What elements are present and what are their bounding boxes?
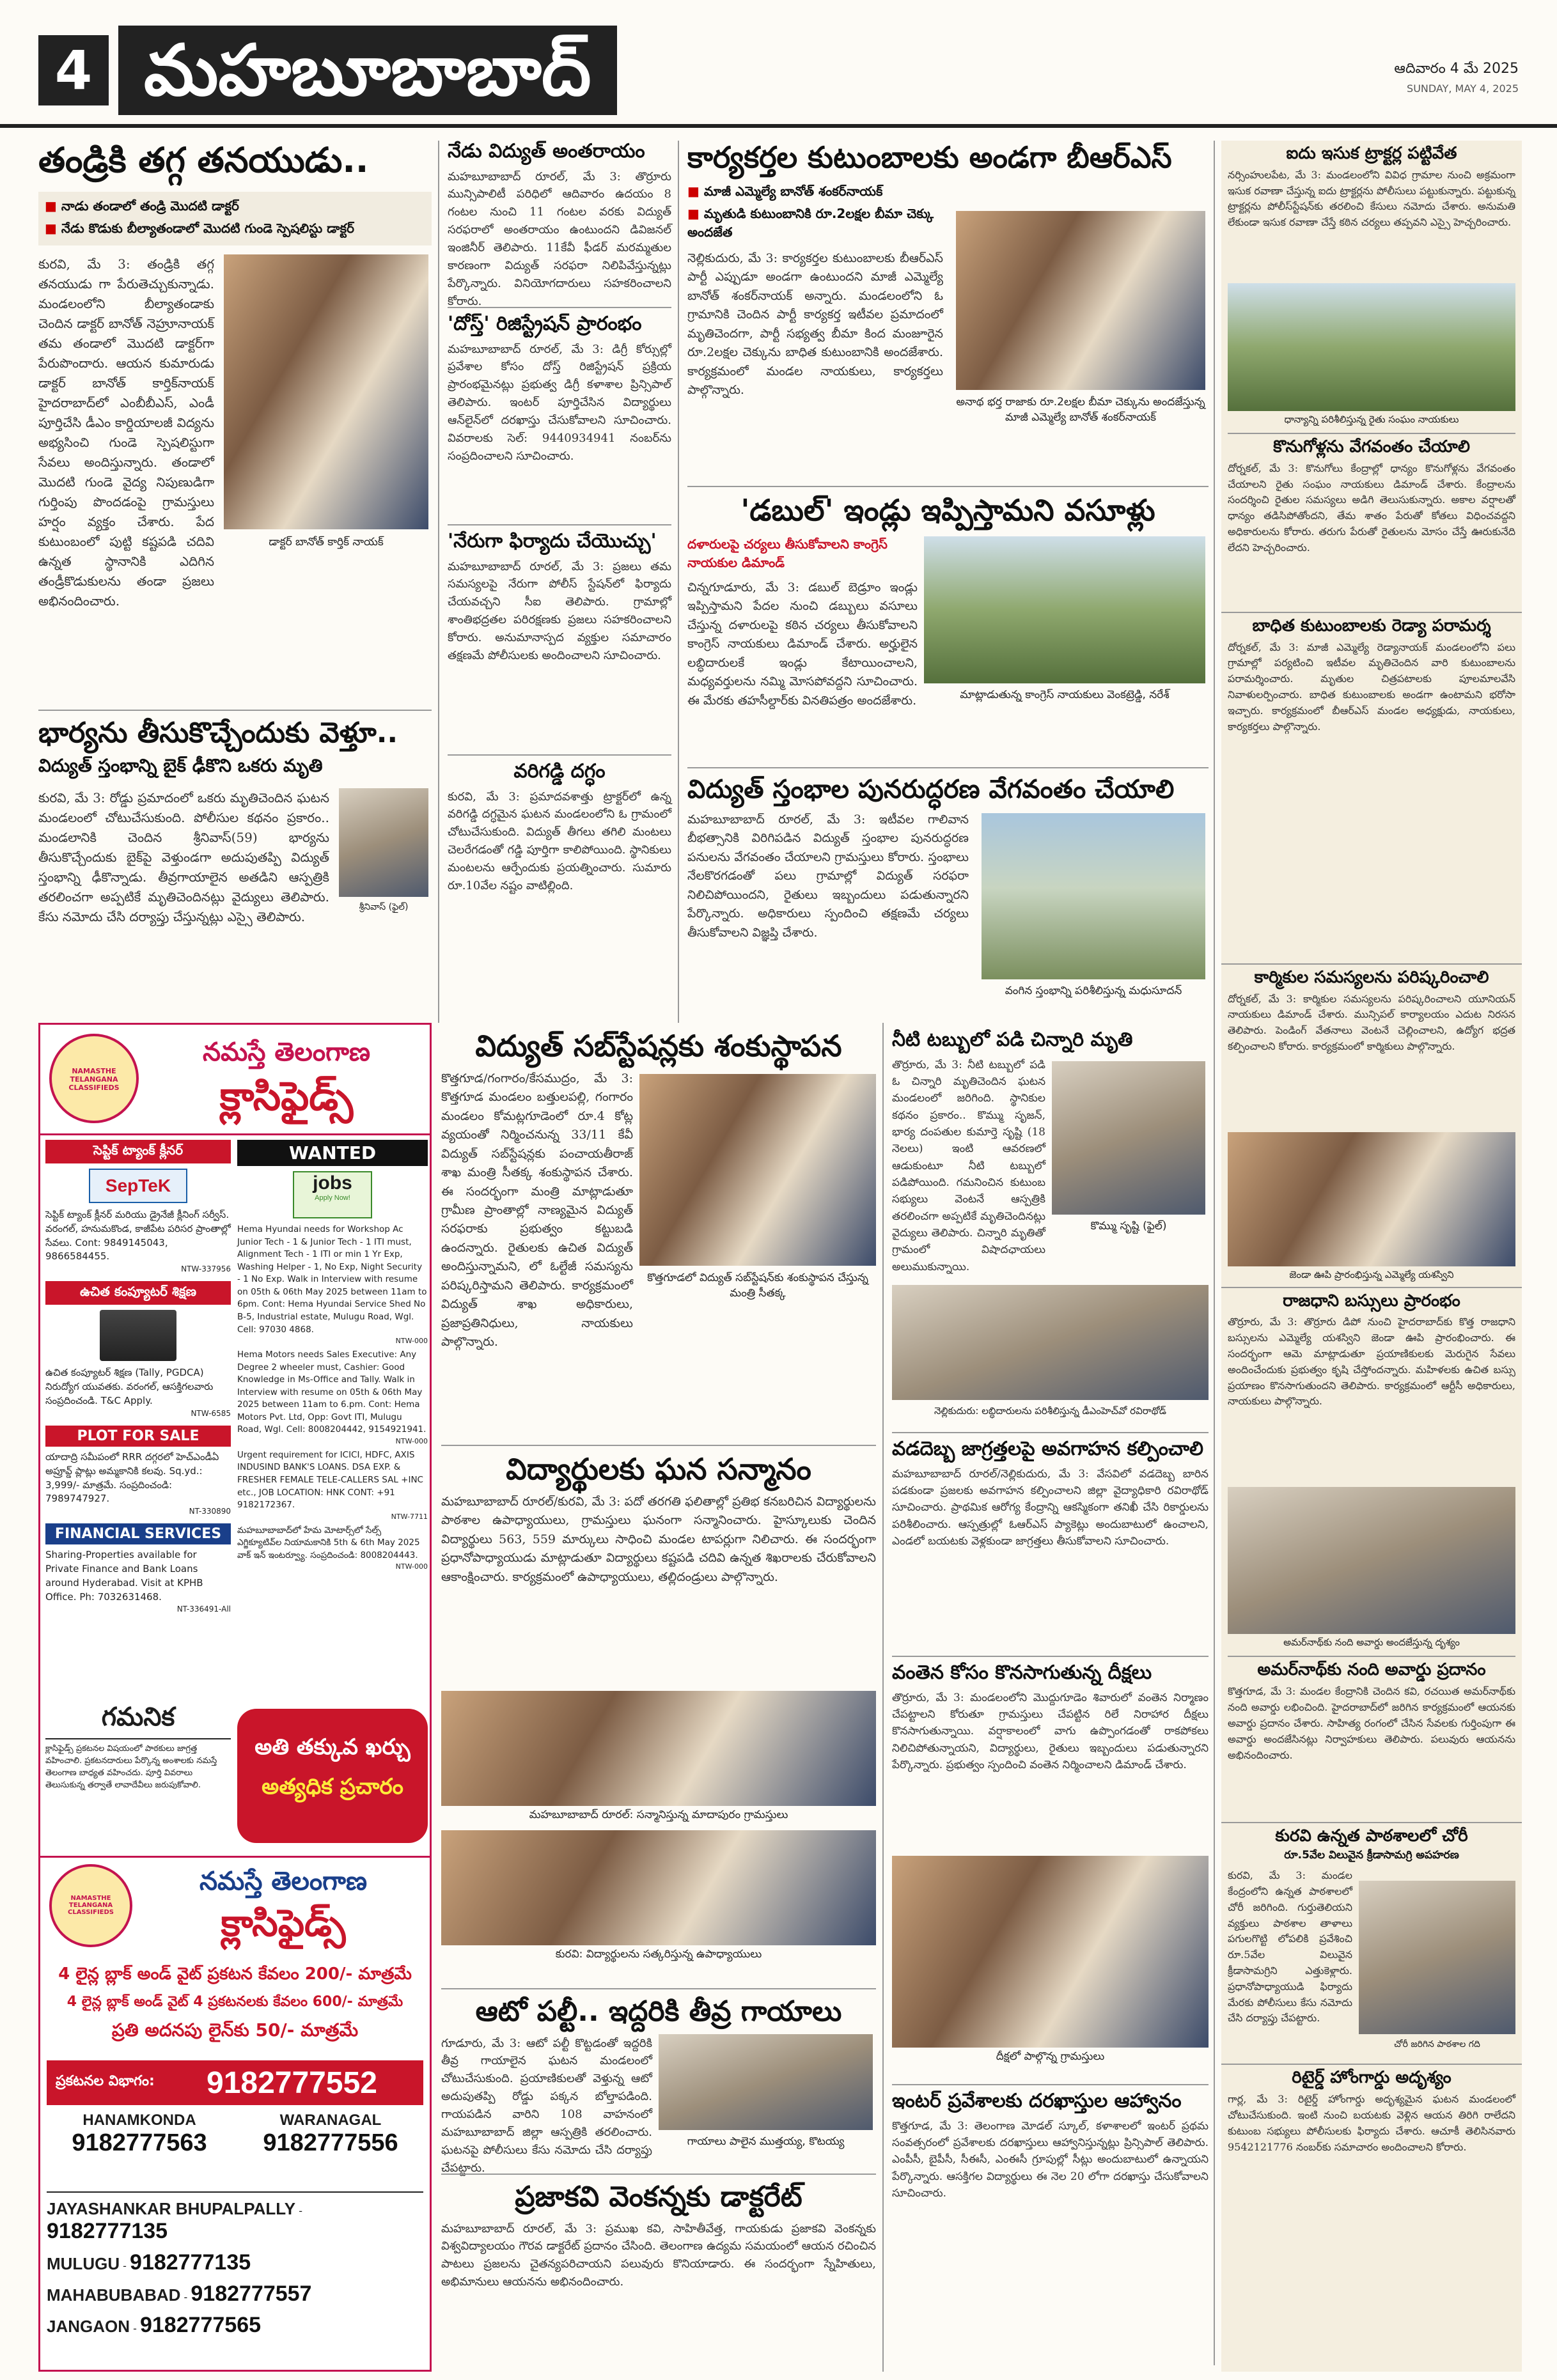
double-subheadline: దళారులపై చర్యలు తీసుకోవాలని కాంగ్రెస్ నాయకుల డిమాండ్ [687, 536, 888, 570]
fire-body: కురవి, మే 3: ప్రమాదవశాత్తు ట్రాక్టర్‌లో ఉన్న వరిగడ్డి దగ్ధమైన ఘటన మండలంలోని ఓ గ్రామంలో చోటుచేసుకుంది. విద్యుత్ తీగలు తగిలి మంటలు చెలరేగడంతో గడ్డి పూర్తిగా కాలిపోయింది. స్థానికులు మంటలను ఆర్పేందుకు ప్రయత్నించారు. సుమారు రూ.10వేల నష్టం వాటిల్లింది. [448, 789, 671, 892]
computer-icon [100, 1310, 176, 1361]
doctor-photo [224, 254, 428, 529]
classifieds-logo: NAMASTHE TELANGANA CLASSIFIEDS [49, 1034, 139, 1123]
rate-line-1: 4 లైన్ల బ్లాక్ అండ్ వైట్ ప్రకటన కేవలం 200/- మాత్రమే [58, 1964, 412, 1984]
substation-headline: విద్యుత్ సబ్‌స్టేషన్లకు శంకుస్థాపన [475, 1029, 842, 1063]
inter-story [892, 2084, 1209, 2372]
poles-photo [982, 813, 1205, 979]
right-column [1221, 141, 1522, 2372]
students-photo-2 [441, 1830, 876, 1945]
workers-headline: కార్మికుల సమస్యలను పరిష్కరించాలి [1254, 967, 1489, 987]
computer-title: ఉచిత కంప్యూటర్ శిక్షణ [45, 1281, 231, 1305]
child-photo [1052, 1061, 1205, 1215]
substation-photo-caption: కొత్తగూడలో విద్యుత్ సబ్‌స్టేషన్‌కు శంకుస్థాపన చేస్తున్న మంత్రి సీతక్క [647, 1272, 868, 1300]
brs-headline: కార్యకర్తల కుటుంబాలకు అండగా బీఆర్ఎస్ [687, 140, 1172, 175]
wanted-title: WANTED [237, 1140, 428, 1166]
doctor-photo-caption: డాక్టర్ బానోత్ కార్తిక్ నాయక్ [269, 536, 384, 549]
brs-bullets [687, 183, 943, 243]
bus-body: తొర్రూరు, మే 3: తొర్రూరు డిపో నుంచి హైదరాబాద్‌కు కొత్త రాజధాని బస్సులను ఎమ్మెల్యే యశస్విని జెండా ఊపి ప్రారంభించారు. ఈ సందర్భంగా ఆమె మాట్లాడుతూ ప్రయాణికులకు మెరుగైన సేవలు అందించేందుకు ప్రభుత్వం కృషి చేస్తోందన్నారు. మహిళలకు ఉచిత బస్సు ప్రయాణం కొనసాగుతుందని తెలిపారు. కార్యక్రమంలో ఆర్టీసీ అధికారులు, నాయకులు పాల్గొన్నారు. [1228, 1316, 1515, 1408]
wanted-ad-2: Hema Motors needs Sales Executive: Any Degree 2 wheeler must, Cashier: Good Knowledge in Ms-Office and Tally. Walk in Interview with resume on 05th & 06th May 2025 between 11am to 6.pm. Cont: Hema Motors Pvt. Ltd, Opp: Govt ITI, Mulugu Road, Wgl. Cell: 8008204442, 9154921941. [237, 1349, 426, 1435]
students-photo-1-caption: మహబూబాబాద్ రూరల్: సన్మానిస్తున్న మాదాపురం గ్రామస్తులు [529, 1808, 788, 1821]
retired-body: గార్ల, మే 3: రిటైర్డ్ హోంగార్డు అదృశ్యమైన ఘటన మండలంలో చోటుచేసుకుంది. ఇంటి నుంచి బయటకు వెళ్లిన ఆయన తిరిగి రాలేదని కుటుంబ సభ్యులు పోలీసులకు ఫిర్యాదు చేశారు. ఆచూకీ తెలిసినవారు 9542121776 నంబర్‌కు సమాచారం అందించాలని కోరారు. [1228, 2093, 1515, 2153]
theft-headline: కురవి ఉన్నత పాఠశాలలో చోరీ [1275, 1826, 1468, 1846]
low-cost-badge: అతి తక్కువ ఖర్చు అత్యధిక ప్రచారం [237, 1709, 428, 1843]
lead-body: కురవి, మే 3: తండ్రికి తగ్గ తనయుడు గా పేరుతెచ్చుకున్నాడు. మండలంలోని బీల్యాతండాకు చెందిన డాక్టర్ బానోత్ నెహ్రూనాయక్ తమ తండాలో మొదటి డాక్టర్‌గా పేరుపొందారు. ఆయన కుమారుడు డాక్టర్ బానోత్ కార్తిక్‌నాయక్ హైదరాబాద్‌లో ఎంబీబీఎస్, ఎండీ పూర్తిచేసి డీఎం కార్డియాలజీ విద్యను అభ్యసించి గుండె స్పెషలిస్టుగా సేవలు అందిస్తున్నారు. తండాలో మొదటి గుండె వైద్య నిపుణుడిగా గుర్తింపు పొందడంపై గ్రామస్తులు హర్షం వ్యక్తం చేశారు. పేద కుటుంబంలో పుట్టి కష్టపడి చదివి ఉన్నత స్థానానికి ఎదిగిన తండ్రీకొడుకులను తండా ప్రజలు అభినందించారు. [38, 256, 214, 609]
child-body: తొర్రూరు, మే 3: నీటి టబ్బులో పడి ఓ చిన్నారి మృతిచెందిన ఘటన మండలంలో జరిగింది. స్థానికుల కథనం ప్రకారం.. కొమ్ము సృజన్, భార్య దంపతుల కుమార్తె సృష్టి (18 నెలలు) ఇంటి ఆవరణలో ఆడుకుంటూ నీటి టబ్బులో పడిపోయింది. గమనించిన కుటుంబ సభ్యులు వెంటనే ఆస్పత్రికి తరలించగా అప్పటికే మృతిచెందినట్లు వైద్యులు తెలిపారు. చిన్నారి మృతితో గ్రామంలో విషాదఛాయలు అలుముకున్నాయి. [892, 1058, 1045, 1273]
poet-story [441, 2174, 876, 2372]
dmho-photo-caption: నెల్లికుదురు: లబ్ధిదారులను పరిశీలిస్తున్న డీఎంహెచ్‌వో రవిరాథోడ్ [934, 1405, 1166, 1417]
award-photo [1228, 1487, 1515, 1634]
district-title: మహబూబాబాద్ [118, 26, 617, 115]
ad-dept-phone: 9182777552 [207, 2066, 377, 2100]
dost-body: మహబూబాబాద్ రూరల్, మే 3: డిగ్రీ కోర్సుల్లో ప్రవేశాల కోసం దోస్త్ రిజిస్ట్రేషన్ ప్రక్రియ ప్రారంభమైనట్లు ప్రభుత్వ డిగ్రీ కళాశాల ప్రిన్సిపాల్ తెలిపారు. ఇంటర్ పూర్తిచేసిన విద్యార్థులు ఆన్‌లైన్‌లో దరఖాస్తు చేసుకోవాలని సూచించారు. వివరాలకు సెల్: 9440934941 నంబర్‌ను సంప్రదించాలని సూచించారు. [448, 342, 671, 463]
lead-headline: తండ్రికి తగ్గ తనయుడు.. [38, 140, 369, 180]
paddy-photo [1228, 283, 1515, 411]
contact-warangal: WARANAGAL 9182777556 [263, 2112, 398, 2156]
students-photo-2-caption: కురవి: విద్యార్థులను సత్కరిస్తున్న ఉపాధ్యాయులు [555, 1947, 762, 1961]
wanted-ad-3-code: NTW-7711 [391, 1512, 428, 1521]
plot-text: యాదాద్రి సమీపంలో RRR దగ్గరలో హెచ్ఎండీఏ అప్రూవ్డ్ ప్లాట్లు అమ్మకానికి కలవు. Sq.yd.: 3,999/- మాత్రమే. సంప్రదించండి: 7989747927. [45, 1451, 219, 1505]
classifieds-left-column [45, 1140, 231, 1696]
strike-photo-caption: దీక్షలో పాల్గొన్న గ్రామస్తులు [996, 2049, 1105, 2063]
page-number: 4 [38, 35, 109, 105]
ad-dept-label: ప్రకటనల విభాగం: [56, 2073, 155, 2089]
outage-headline: నేడు విద్యుత్ అంతరాయం [448, 140, 645, 162]
bus-headline: రాజధాని బస్సులు ప్రారంభం [1283, 1291, 1460, 1311]
lead-bullet: ■ నాడు తండాలో తండ్రి మొదటి డాక్టర్ [45, 198, 425, 217]
brs-bullet: ■ మాజీ ఎమ్మెల్యే బానోత్ శంకర్‌నాయక్ [687, 183, 943, 202]
sand-body: నర్సింహులపేట, మే 3: మండలంలోని వివిధ గ్రామాల నుంచి అక్రమంగా ఇసుక రవాణా చేస్తున్న ఐదు ట్రాక్టర్లను పోలీసులు పట్టుకున్నారు. పట్టుకున్న ట్రాక్టర్లను పోలీస్‌స్టేషన్‌కు తరలించి కేసులు నమోదు చేశారు. అనుమతి లేకుండా ఇసుక రవాణా చేస్తే కఠిన చర్యలు తప్పవని ఎస్సై హెచ్చరించారు. [1228, 168, 1515, 229]
srinivas-photo [339, 788, 428, 897]
complaint-body: మహబూబాబాద్ రూరల్, మే 3: ప్రజలు తమ సమస్యలపై నేరుగా పోలీస్ స్టేషన్‌లో ఫిర్యాదు చేయవచ్చని సీఐ తెలిపారు. గ్రామాల్లో శాంతిభద్రతల పరిరక్షణకు ప్రజలు సహకరించాలని కోరారు. అనుమానాస్పద వ్యక్తుల సమాచారం తక్షణమే పోలీసులకు అందించాలని సూచించారు. [448, 559, 671, 662]
bus-story [1221, 1287, 1522, 1488]
substation-body: కొత్తగూడ/గంగారం/కేసముద్రం, మే 3: కొత్తగూడ మండలం బత్తులపల్లి, గంగారం మండలం కోమట్లగూడెంలో రూ.4 కోట్ల వ్యయంతో నిర్మించనున్న 33/11 కేవీ విద్యుత్ సబ్‌స్టేషన్లకు పంచాయతీరాజ్ శాఖ మంత్రి సీతక్క శంకుస్థాపన చేశారు. ఈ సందర్భంగా మంత్రి మాట్లాడుతూ గ్రామీణ ప్రాంతాల్లో నాణ్యమైన విద్యుత్ సరఫరాకు ప్రభుత్వం కట్టుబడి ఉందన్నారు. రైతులకు ఉచిత విద్యుత్ అందిస్తున్నామని, లో ఓల్టేజీ సమస్యను పరిష్కరిస్తామని తెలిపారు. కార్యక్రమంలో విద్యుత్ శాఖ అధికారులు, ప్రజాప్రతినిధులు, నాయకులు పాల్గొన్నారు. [441, 1071, 633, 1349]
strike-story [892, 1656, 1209, 2078]
dost-headline: 'దోస్త్' రిజిస్ట్రేషన్ ప్రారంభం [448, 313, 642, 335]
retired-story [1221, 2064, 1522, 2200]
double-photo [924, 536, 1205, 683]
award-photo-caption: అమర్‌నాథ్‌కు నంది అవార్డు అందజేస్తున్న దృశ్యం [1283, 1637, 1460, 1649]
victims-headline: బాధిత కుటుంబాలకు రెడ్యా పరామర్శ [1252, 616, 1491, 635]
award-headline: అమర్‌నాథ్‌కు నంది అవార్డు ప్రదానం [1228, 1656, 1515, 1680]
victims-body: దోర్నకల్, మే 3: మాజీ ఎమ్మెల్యే రెడ్యానాయక్ మండలంలోని పలు గ్రామాల్లో పర్యటించి ఇటీవల మృతిచెందిన వారి కుటుంబాలను పరామర్శించారు. మృతుల చిత్రపటాలకు పూలమాలవేసి నివాళులర్పించారు. బాధిత కుటుంబాలకు అండగా ఉంటామని భరోసా ఇచ్చారు. కార్యక్రమంలో బీఆర్ఎస్ మండల అధ్యక్షుడు, నాయకులు, కార్యకర్తలు పాల్గొన్నారు. [1228, 641, 1515, 733]
classifieds-brand: నమస్తే తెలంగాణ [202, 1038, 371, 1067]
brs-story [687, 141, 1209, 473]
column-rule [678, 141, 679, 1023]
retired-headline: రిటైర్డ్ హోంగార్డు అదృశ్యం [1292, 2068, 1451, 2088]
child-photo-caption: కొమ్ము సృష్టి (ఫైల్) [1090, 1220, 1167, 1233]
wanted-ad-1: Hema Hyundai needs for Workshop Ac Junior Tech - 1 & Junior Tech - 1 ITI must, Alignment Tech - 1 ITI or min 1 Yr Exp, Washing Helper - 1, No Exp, Night Security - 1 No Exp. Walk in Interview with resume on 05th & 06th May 2025 between 11am to 6pm. Cont: Hema Hyundai Service Shed No B-5, Industrial estate, Mulugu Road, Wgl. Cell: 97030 4868. [237, 1224, 427, 1335]
date-block [1394, 61, 1519, 95]
auto-photo [659, 2034, 873, 2130]
fire-story [448, 754, 671, 1016]
lead-bullet: ■ నేడు కొడుకు బీల్యాతండాలో మొదటి గుండె స్పెషలిస్టు డాక్టర్ [45, 221, 425, 239]
sunstroke-body: మహబూబాబాద్ రూరల్/నెల్లికుదురు, మే 3: వేసవిలో వడదెబ్బ బారిన పడకుండా ప్రజలకు అవగాహన కల్పించాలని జిల్లా వైద్యాధికారి రవిరాథోడ్ సూచించారు. ప్రాథమిక ఆరోగ్య కేంద్రాన్ని ఆకస్మికంగా తనిఖీ చేసి రికార్డులను పరిశీలించారు. ఆస్పత్రుల్లో ఓఆర్ఎస్ ప్యాకెట్లు అందుబాటులో ఉంచాలని, ఎండలో బయటకు వెళ్లకుండా జాగ్రత్తలు తీసుకోవాలని సూచించారు. [892, 1467, 1209, 1548]
computer-code: NTW-6585 [191, 1408, 231, 1418]
theft-photo-caption: చోరీ జరిగిన పాఠశాల గది [1394, 2039, 1480, 2050]
finance-title: FINANCIAL SERVICES [45, 1523, 231, 1544]
child-headline: నీటి టబ్బులో పడి చిన్నారి మృతి [892, 1029, 1133, 1051]
notice-text: క్లాసిఫైడ్స్ ప్రకటనల విషయంలో పాఠకులు జాగ్రత్త వహించాలి. ప్రకటనదారులు పేర్కొన్న అంశాలకు నమస్తే తెలంగాణ బాధ్యత వహించదు. పూర్తి వివరాలు తెలుసుకున్న తర్వాతే లావాదేవీలు జరుపుకోవాలి. [45, 1744, 217, 1790]
septic-title: సెప్టిక్ ట్యాంక్ క్లీనర్ [45, 1140, 231, 1163]
brs-body: నెల్లికుదురు, మే 3: కార్యకర్తల కుటుంబాలకు బీఆర్ఎస్ పార్టీ ఎప్పుడూ అండగా ఉంటుందని మాజీ ఎమ్మెల్యే బానోత్ శంకర్‌నాయక్ అన్నారు. మండలంలోని ఓ గ్రామానికి చెందిన పార్టీ కార్యకర్త ఇటీవల ప్రమాదంలో మృతిచెందగా, పార్టీ సభ్యత్వ బీమా కింద మంజూరైన రూ.2లక్షల చెక్కును బాధిత కుటుంబానికి అందజేశారు. కార్యక్రమంలో మండల నాయకులు, కార్యకర్తలు పాల్గొన్నారు. [687, 251, 943, 397]
students-body: మహబూబాబాద్ రూరల్/కురవి, మే 3: పదో తరగతి ఫలితాల్లో ప్రతిభ కనబరిచిన విద్యార్థులను పాఠశాల ఉపాధ్యాయులు, గ్రామస్తులు ఘనంగా సన్మానించారు. హైస్కూలుకు చెందిన విద్యార్థులు 563, 559 మార్కులు సాధించి మండల టాపర్లుగా నిలిచారు. ఈ సందర్భంగా ప్రధానోపాధ్యాయుడు మాట్లాడుతూ విద్యార్థులు కష్టపడి చదివి ఉన్నత శిఖరాలకు చేరుకోవాలని ఆకాంక్షించారు. కార్యక్రమంలో ఉపాధ్యాయులు, తల్లిదండ్రులు పాల్గొన్నారు. [441, 1494, 876, 1584]
award-story [1221, 1487, 1522, 1818]
rate-line-3: ప్రతి అదనపు లైన్‌కు 50/- మాత్రమే [111, 2019, 359, 2041]
double-photo-caption: మాట్లాడుతున్న కాంగ్రెస్ నాయకులు వెంకట్రెడ్డి, నరేశ్ [960, 688, 1170, 701]
inter-body: కొత్తగూడ, మే 3: తెలంగాణ మోడల్ స్కూల్, కళాశాలలో ఇంటర్ ప్రథమ సంవత్సరంలో ప్రవేశాలకు దరఖాస్తులు ఆహ్వానిస్తున్నట్లు ప్రిన్సిపాల్ తెలిపారు. ఎంపీసీ, బైపీసీ, సీఈసీ, ఎంఈసీ గ్రూపుల్లో సీట్లు అందుబాటులో ఉన్నాయని పేర్కొన్నారు. ఆసక్తిగల విద్యార్థులు ఈ నెల 20 లోగా దరఖాస్తు చేసుకోవాలని సూచించారు. [892, 2119, 1209, 2200]
victims-story [1221, 612, 1522, 960]
workers-story [1221, 963, 1522, 1283]
wanted-ad-3: Urgent requirement for ICICI, HDFC, AXIS INDUSIND BANK'S LOANS. DSA EXP. & FRESHER FEMALE TELE-CALLERS SAL +INC etc., JOB LOCATION: HNK CONT: +91 9182172367. [237, 1449, 423, 1511]
double-body: చిన్నగూడూరు, మే 3: డబుల్ బెడ్రూం ఇండ్లు ఇప్పిస్తామని పేదల నుంచి డబ్బులు వసూలు చేస్తున్న దళారులపై కఠిన చర్యలు తీసుకోవాలని కాంగ్రెస్ నాయకులు డిమాండ్ చేశారు. అర్హులైన లబ్ధిదారులకే ఇండ్లు కేటాయించాలని, మధ్యవర్తులను నమ్మి మోసపోవద్దని సూచించారు. ఈ మేరకు తహసీల్దార్‌కు వినతిపత్రం అందజేశారు. [687, 580, 918, 708]
poles-photo-caption: వంగిన స్తంభాన్ని పరిశీలిస్తున్న మధుసూదన్ [1005, 984, 1182, 997]
wanted-ad-1-code: NTW-000 [395, 1337, 428, 1346]
sand-headline: ఐదు ఇసుక ట్రాక్టర్ల పట్టివేత [1286, 144, 1457, 163]
sand-story [1221, 141, 1522, 283]
poles-story [687, 767, 1209, 1016]
auto-photo-caption: గాయాలు పాలైన ముత్తయ్య, కొటయ్య [687, 2135, 845, 2148]
notice-title: గమనిక [45, 1702, 231, 1739]
septic-logo: SepTeK [89, 1169, 187, 1203]
classifieds-brand-2: నమస్తే తెలంగాణ [199, 1867, 368, 1896]
strike-body: తొర్రూరు, మే 3: మండలంలోని మొద్దుగూడెం శివారులో వంతెన నిర్మాణం చేపట్టాలని కోరుతూ గ్రామస్తులు చేపట్టిన రిలే నిరాహార దీక్షలు కొనసాగుతున్నాయి. వర్షాకాలంలో వాగు ఉప్పొంగడంతో రాకపోకలు నిలిచిపోతున్నాయని, విద్యార్థులు, రైతులు ఇబ్బందులు పడుతున్నారని పేర్కొన్నారు. ప్రభుత్వం స్పందించి వంతెన నిర్మించాలని డిమాండ్ చేశారు. [892, 1691, 1209, 1771]
double-bedroom-story [687, 486, 1209, 761]
classifieds-title: క్లాసిఫైడ్స్ [219, 1073, 354, 1119]
contact-hanamkonda: HANAMKONDA 9182777563 [72, 2112, 207, 2156]
students-story [441, 1445, 876, 1982]
finance-text: Sharing-Properties available for Private Finance and Bank Loans around Hyderabad. Visit at KPHB Office. Ph: 7032631468. [45, 1549, 203, 1603]
rate-line-2: 4 లైన్ల బ్లాక్ అండ్ వైట్ 4 ప్రకటనలకు కేవలం 600/- మాత్రమే [67, 1994, 403, 2010]
masthead [0, 0, 1557, 128]
workers-photo [1228, 1132, 1515, 1266]
classifieds-banner-2 [40, 1856, 430, 1958]
poles-body: మహబూబాబాద్ రూరల్, మే 3: ఇటీవల గాలివాన బీభత్సానికి విరిగిపడిన విద్యుత్ స్తంభాల పునరుద్ధరణ పనులను వేగవంతం చేయాలని గ్రామస్తులు కోరారు. స్తంభాలు నేలకొరగడంతో పలు గ్రామాల్లో విద్యుత్ సరఫరా నిలిచిపోయిందని, రైతులు ఇబ్బందులు పడుతున్నారని పేర్కొన్నారు. అధికారులు స్పందించి తక్షణమే చర్యలు తీసుకోవాలని విజ్ఞప్తి చేశారు. [687, 813, 969, 940]
award-body: కొత్తగూడ, మే 3: మండల కేంద్రానికి చెందిన కవి, రచయిత అమర్‌నాథ్‌కు నంది అవార్డు లభించింది. హైదరాబాద్‌లో జరిగిన కార్యక్రమంలో ఆయనకు అవార్డు ప్రదానం చేశారు. సాహిత్య రంగంలో చేసిన సేవలకు గుర్తింపుగా ఈ అవార్డు అందజేసినట్లు నిర్వాహకులు తెలిపారు. పలువురు ఆయనను అభినందించారు. [1228, 1685, 1515, 1761]
rate-card [47, 1964, 423, 2045]
plot-code: NT-330890 [189, 1507, 231, 1516]
classifieds-logo-2: NAMASTHE TELANGANA CLASSIFIEDS [49, 1864, 132, 1947]
septic-code: NTW-337956 [181, 1264, 231, 1273]
outage-body: మహబూబాబాద్ రూరల్, మే 3: తొర్రూరు మున్సిపాలిటీ పరిధిలో ఆదివారం ఉదయం 8 గంటల నుంచి 11 గంటల వరకు విద్యుత్ సరఫరాలో అంతరాయం ఉంటుందని డివిజనల్ ఇంజినీర్ తెలిపారు. 11కేవీ ఫీడర్ మరమ్మతుల కారణంగా విద్యుత్ సరఫరా నిలిపివేస్తున్నట్లు పేర్కొన్నారు. వినియోగదారులు సహకరించాలని కోరారు. [448, 169, 671, 308]
theft-photo [1359, 1881, 1515, 2034]
wanted-ad-4-code: NTW-000 [395, 1562, 428, 1571]
ad-dept-bar [47, 2060, 423, 2105]
plot-title: PLOT FOR SALE [45, 1426, 231, 1447]
lead-story [38, 141, 432, 703]
computer-text: ఉచిత కంప్యూటర్ శిక్షణ (Tally, PGDCA) నిరుద్యోగ యువతకు. వరంగల్, ఆసక్తిగలవారు సంప్రదించండి. T&C Apply. [45, 1367, 214, 1406]
dost-story [448, 307, 671, 518]
sunstroke-story [892, 1432, 1209, 1649]
wanted-ad-2-code: NTW-000 [395, 1436, 428, 1445]
date-english: SUNDAY, MAY 4, 2025 [1407, 82, 1519, 95]
srinivas-caption: శ్రీనివాస్ (ఫైల్) [359, 901, 409, 912]
bike-accident-story [38, 710, 432, 1016]
lead-bullets [38, 192, 432, 245]
date-telugu: ఆదివారం 4 మే 2025 [1394, 61, 1519, 77]
complaint-story [448, 524, 671, 748]
strike-photo [892, 1856, 1209, 2048]
paddy-photo-caption: ధాన్యాన్ని పరిశీలిస్తున్న రైతు సంఘం నాయకులు [1284, 413, 1459, 425]
theft-story [1221, 1822, 1522, 2060]
strike-headline: వంతెన కోసం కొనసాగుతున్న దీక్షలు [892, 1661, 1152, 1684]
students-photo-1 [441, 1691, 876, 1806]
column-rule [1214, 141, 1215, 2365]
theft-body: కురవి, మే 3: మండల కేంద్రంలోని ఉన్నత పాఠశాలలో చోరీ జరిగింది. గుర్తుతెలియని వ్యక్తులు పాఠశాల తాళాలు పగులగొట్టి లోపలికి ప్రవేశించి రూ.5వేల విలువైన క్రీడాసామగ్రిని ఎత్తుకెళ్లారు. ప్రధానోపాధ్యాయుడి ఫిర్యాదు మేరకు పోలీసులు కేసు నమోదు చేసి దర్యాప్తు చేపట్టారు. [1228, 1869, 1352, 2025]
classifieds-panel [38, 1023, 432, 2372]
paddy-headline: కొనుగోళ్లను వేగవంతం చేయాలి [1228, 433, 1515, 457]
septic-text: సెప్టిక్ ట్యాంక్ క్లీనర్ మరియు డ్రైనేజీ క్లీనింగ్ సర్వీస్. వరంగల్, హనుమకొండ, కాజీపేట పరిసర ప్రాంతాల్లో సేవలు. Cont: 9849145043, 9866584455. [45, 1209, 231, 1263]
auto-body: గూడూరు, మే 3: ఆటో పల్టీ కొట్టడంతో ఇద్దరికి తీవ్ర గాయాలైన ఘటన మండలంలో చోటుచేసుకుంది. ప్రయాణికులతో వెళ్తున్న ఆటో అదుపుతప్పి రోడ్డు పక్కన బోల్తాపడింది. గాయపడిన వారిని 108 వాహనంలో మహబూబాబాద్ జిల్లా ఆస్పత్రికి తరలించారు. ఘటనపై పోలీసులు కేసు నమోదు చేసి దర్యాప్తు చేపట్టారు. [441, 2036, 652, 2175]
auto-headline: ఆటో పల్టీ.. ఇద్దరికి తీవ్ర గాయాలు [475, 1995, 842, 2028]
double-headline: 'డబుల్' ఇండ్లు ఇప్పిస్తామని వసూళ్లు [740, 493, 1155, 527]
fire-headline: వరిగడ్డి దగ్ధం [513, 760, 606, 782]
sunstroke-headline: వడదెబ్బ జాగ్రత్తలపై అవగాహన కల్పించాలి [892, 1438, 1204, 1460]
notice-box [45, 1702, 231, 1849]
column-rule [438, 141, 439, 1023]
paddy-body: దోర్నకల్, మే 3: కొనుగోలు కేంద్రాల్లో ధాన్యం కొనుగోళ్లను వేగవంతం చేయాలని రైతు సంఘం నాయకులు డిమాండ్ చేశారు. కేంద్రాలను సందర్శించి రైతుల సమస్యలు అడిగి తెలుసుకున్నారు. అకాల వర్షాలతో ధాన్యం తడిసిపోతోందని, తేమ శాతం పేరుతో కోతలు విధించవద్దని అధికారులను కోరారు. తరుగు పేరుతో రైతులను మోసం చేస్తే ఊరుకునేది లేదని హెచ్చరించారు. [1228, 462, 1515, 554]
classifieds-wanted-column [237, 1140, 428, 1696]
poet-headline: ప్రజాకవి వెంకన్నకు డాక్టరేట్ [515, 2181, 802, 2213]
finance-code: NT-336491-All [176, 1605, 231, 1614]
bike-headline: భార్యను తీసుకొచ్చేందుకు వెళ్తూ.. [38, 717, 398, 749]
complaint-headline: 'నేరుగా ఫిర్యాదు చేయొచ్చు' [448, 530, 657, 552]
child-story [892, 1029, 1209, 1426]
contact-list: JAYASHANKAR BHUPALPALLY - 9182777135 MULUGU - 9182777135 MAHABUBABAD - 9182777557 JANGAON - 9182777565 [47, 2191, 423, 2370]
outage-story [448, 140, 671, 308]
dmho-photo [892, 1285, 1209, 1400]
workers-body: దోర్నకల్, మే 3: కార్మికుల సమస్యలను పరిష్కరించాలని యూనియన్ నాయకులు డిమాండ్ చేశారు. మున్సిపల్ కార్యాలయం ఎదుట నిరసన తెలిపారు. పెండింగ్ వేతనాలు వెంటనే చెల్లించాలని, ఉద్యోగ భద్రత కల్పించాలని కోరారు. కార్యక్రమంలో కార్మికులు పాల్గొన్నారు. [1228, 992, 1515, 1052]
substation-photo [639, 1074, 876, 1266]
wanted-ad-4: మహబూబాబాద్‌లో హేమ మోటార్స్‌లో సేల్స్ ఎగ్జిక్యూటివ్‌ల నియామకానికి 5th & 6th May 2025 వాక్ ఇన్ ఇంటర్వ్యూ. సంప్రదించండి: 8008204443. [237, 1525, 420, 1560]
classifieds-title-2: క్లాసిఫైడ్స్ [221, 1901, 346, 1945]
inter-headline: ఇంటర్ ప్రవేశాలకు దరఖాస్తుల ఆహ్వానం [892, 2090, 1182, 2112]
bike-body: కురవి, మే 3: రోడ్డు ప్రమాదంలో ఒకరు మృతిచెందిన ఘటన మండలంలో చోటుచేసుకుంది. పోలీసుల కథనం ప్రకారం.. మండలానికి చెందిన శ్రీనివాస్(59) భార్యను తీసుకొచ్చేందుకు బైక్‌పై వెళ్తుండగా అదుపుతప్పి విద్యుత్ స్తంభాన్ని ఢీకొన్నాడు. తీవ్రగాయాలైన అతడిని ఆస్పత్రికి తరలించగా అప్పటికే మృతిచెందినట్లు వైద్యులు తెలిపారు. కేసు నమోదు చేసి దర్యాప్తు చేస్తున్నట్లు ఎస్సై తెలిపారు. [38, 789, 329, 924]
paddy-story [1221, 283, 1522, 608]
brs-photo [956, 211, 1205, 390]
poles-headline: విద్యుత్ స్తంభాల పునరుద్ధరణ వేగవంతం చేయాలి [687, 775, 1175, 804]
students-headline: విద్యార్థులకు ఘన సన్మానం [506, 1452, 811, 1486]
jobs-logo: jobs Apply Now! [293, 1171, 372, 1218]
poet-body: మహబూబాబాద్ రూరల్, మే 3: ప్రముఖ కవి, సాహితీవేత్త, గాయకుడు ప్రజాకవి వెంకన్నకు విశ్వవిద్యాలయం గౌరవ డాక్టరేట్ ప్రదానం చేసింది. తెలంగాణ ఉద్యమ సమయంలో ఆయన రచించిన పాటలు ప్రజలను చైతన్యపరిచాయని పలువురు కొనియాడారు. ఈ సందర్భంగా స్నేహితులు, అభిమానులు ఆయనను అభినందించారు. [441, 2221, 876, 2289]
brs-bullet: ■ మృతుడి కుటుంబానికి రూ.2లక్షల బీమా చెక్కు అందజేత [687, 206, 943, 243]
auto-story [441, 1988, 876, 2175]
theft-subheadline: రూ.5వేల విలువైన క్రీడాసామగ్రి అపహరణ [1284, 1849, 1459, 1862]
brs-photo-caption: అనాథ భర్త రాజాకు రూ.2లక్షల బీమా చెక్కును అందజేస్తున్న మాజీ ఎమ్మెల్యే బానోత్ శంకర్‌నాయక్ [956, 396, 1205, 424]
workers-photo-caption: జెండా ఊపి ప్రారంభిస్తున్న ఎమ్మెల్యే యశస్విని [1289, 1268, 1454, 1280]
bike-subheadline: విద్యుత్ స్తంభాన్ని బైక్ ఢీకొని ఒకరు మృతి [38, 754, 323, 776]
